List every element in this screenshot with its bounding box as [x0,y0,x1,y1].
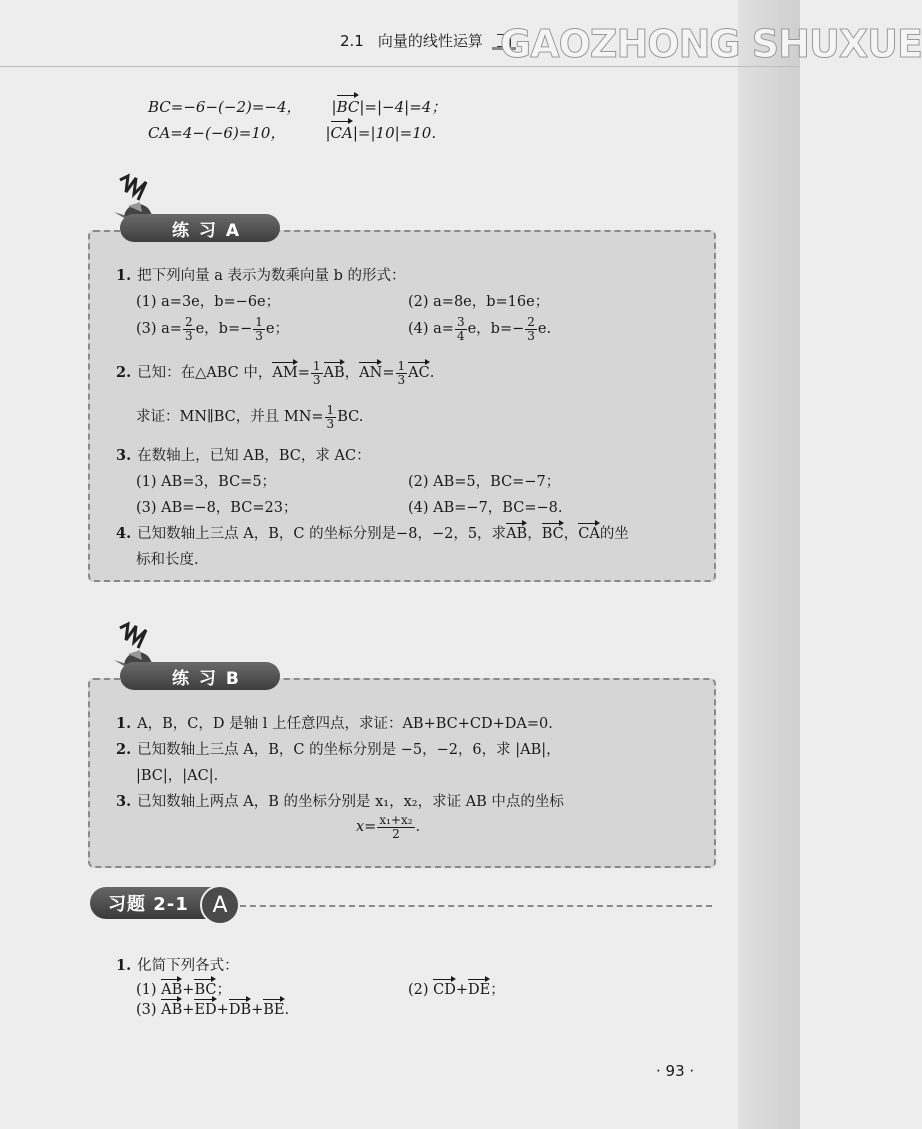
ex-a-q2-proof: 求证：MN∥BC，并且 MN= $\frac{1}{3}$ BC. [136,403,364,431]
ex-a-q2: 2. 已知：在△ABC 中，AM= $\frac{1}{3}$ AB，AN= $\frac{1}{3}$ AC. [116,359,435,387]
exercise-b-tab: 练 习 B [120,662,280,690]
brand-wordmark: GAOZHONG SHUXUE [500,22,922,66]
section-title: 向量的线性运算 [377,32,483,50]
page-edge-band [738,0,800,1129]
exercise-a-tab: 练 习 A [120,214,280,242]
ex-b-q1: 1. A，B，C，D 是轴 l 上任意四点，求证：AB+BC+CD+DA=0. [116,715,553,732]
ex-a-q3-part3: (3) AB=−8，BC=23； [136,500,298,516]
ex-a-q3-part2: (2) AB=5，BC=−7； [408,474,561,490]
ex-a-q1-part4: (4) a= $\frac{3}{4}$ e，b=− $\frac{2}{3}$ e. [408,315,552,343]
top-math-line-1: BC=−6−(−2)=−4， |BC|=|−4|=4； [148,98,447,116]
ex-a-q3: 3. 在数轴上，已知 AB，BC，求 AC： [116,447,371,464]
running-header [340,30,511,51]
ex-b-q3-formula: x= $\frac{\text{x₁+x₂}}{2}$ . [356,813,421,841]
problems-level-badge: A [200,885,240,925]
problems-tab: 习题 2-1 [90,887,226,919]
ex-a-q1-part1: (1) a=3e，b=−6e； [136,294,281,310]
ex-b-q2: 2. 已知数轴上三点 A，B，C 的坐标分别是 −5，−2，6，求 |AB|， [116,741,561,758]
top-math-line-2: CA=4−(−6)=10， |CA|=|10|=10. [148,124,437,142]
ex-b-q2-line2: |BC|，|AC|. [136,768,219,784]
problems-dashed-rule [240,905,712,907]
ex-a-q3-part1: (1) AB=3，BC=5； [136,474,277,490]
ex-a-q1: 1. 把下列向量 a 表示为数乘向量 b 的形式： [116,267,406,284]
ex-a-q4-line2: 标和长度. [136,552,199,568]
prob-q1: 1. 化简下列各式： [116,957,239,974]
prob-q1-part3: (3) AB+ED+DB+BE. [136,1002,290,1018]
prob-q1-part2: (2) CD+DE； [408,982,505,998]
ex-a-q1-part3: (3) a= $\frac{2}{3}$ e，b=− $\frac{1}{3}$ e； [136,315,289,343]
header-rule [0,66,800,67]
ex-a-q4: 4. 已知数轴上三点 A，B，C 的坐标分别是−8，−2，5，求AB，BC，CA的坐 [116,525,629,542]
ex-a-q3-part4: (4) AB=−7，BC=−8. [408,500,563,516]
prob-q1-part1: (1) AB+BC； [136,982,231,998]
ex-a-q1-part2: (2) a=8e，b=16e； [408,294,550,310]
page-number: · 93 · [656,1062,695,1080]
section-number: 2.1 [340,31,364,50]
ex-b-q3: 3. 已知数轴上两点 A，B 的坐标分别是 x₁，x₂，求证 AB 中点的坐标 [116,793,564,810]
